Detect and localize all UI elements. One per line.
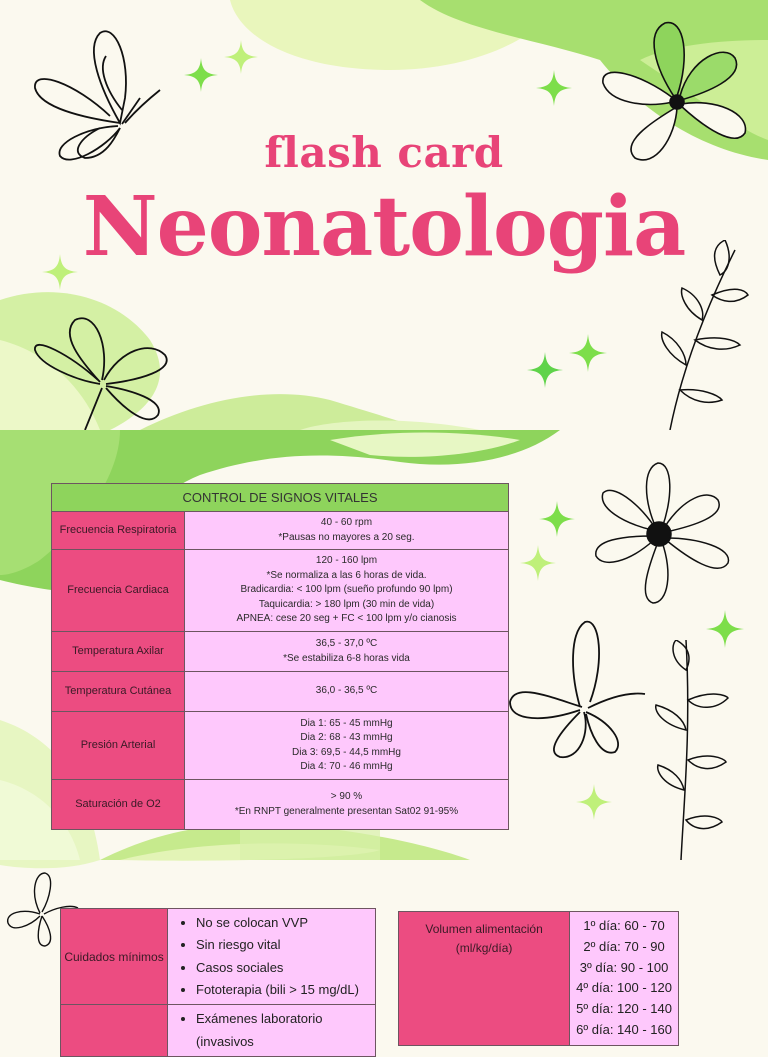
bullet-list <box>176 912 369 1001</box>
value-line: *Pausas no mayores a 20 seg. <box>278 531 415 543</box>
row-value <box>168 909 376 1005</box>
value-line: APNEA: cese 20 seg + FC < 100 lpm y/o cianosis <box>236 613 457 625</box>
day-volume: 1º día: 60 - 70 <box>583 918 665 933</box>
value-line: 120 - 160 lpm <box>315 555 378 567</box>
bullet-list <box>176 1008 369 1053</box>
sparkle-icon <box>520 545 556 581</box>
value-line: *Se estabiliza 6-8 horas vida <box>283 652 410 664</box>
sparkle-icon <box>536 70 572 106</box>
butterfly-icon <box>500 612 650 762</box>
page-subtitle: flash card <box>264 128 504 177</box>
list-item: • Fototerapia (bili > 15 mg/dL) <box>196 979 369 1001</box>
sparkle-icon <box>527 352 563 388</box>
row-label <box>399 912 570 1046</box>
row-value <box>185 550 509 632</box>
list-item: • No se colocan VVP <box>196 912 369 934</box>
row-label <box>61 1005 168 1057</box>
row-value <box>185 672 509 712</box>
row-label: Cuidados mínimos <box>61 909 168 1005</box>
table-row <box>399 912 679 1046</box>
table-row <box>52 780 509 830</box>
table-row <box>52 512 509 550</box>
value-line: 40 - 60 rpm <box>320 517 373 528</box>
table-row <box>52 712 509 780</box>
value-line: Taquicardia: > 180 lpm (30 min de vida) <box>258 598 435 610</box>
table-heading: CONTROL DE SIGNOS VITALES <box>52 484 509 512</box>
sparkle-icon <box>224 40 258 74</box>
row-value <box>185 712 509 780</box>
sparkle-icon <box>706 610 744 648</box>
row-value <box>185 512 509 550</box>
value-line: *Se normaliza a las 6 horas de vida. <box>266 569 427 581</box>
day-volume: 4º día: 100 - 120 <box>576 980 672 996</box>
care-level-table <box>60 908 376 1057</box>
day-volume: 2º día: 70 - 90 <box>583 938 665 954</box>
sparkle-icon <box>184 58 218 92</box>
table-header-row <box>52 484 509 512</box>
flower-icon <box>588 458 738 608</box>
value-line: Dia 2: 68 - 43 mmHg <box>300 732 393 743</box>
table-row <box>52 550 509 632</box>
list-item: • Sin riesgo vital <box>196 934 369 956</box>
vital-signs-table <box>51 483 509 830</box>
leaf-branch-icon <box>636 640 736 860</box>
page-title: Neonatologia <box>82 179 686 275</box>
value-line: Dia 4: 70 - 46 mmHg <box>300 761 393 772</box>
sparkle-icon <box>569 334 607 372</box>
flower-icon <box>30 310 180 430</box>
sparkle-icon <box>576 784 612 820</box>
row-label: Frecuencia Respiratoria <box>52 512 185 550</box>
row-label: Frecuencia Cardiaca <box>52 550 185 632</box>
value-line: 36,5 - 37,0 ºC <box>315 638 378 649</box>
label-line: Volumen alimentación <box>425 922 543 936</box>
row-value <box>185 780 509 830</box>
row-value <box>185 632 509 672</box>
value-line: Bradicardia: < 100 lpm (sueño profundo 90 lpm) <box>240 584 453 596</box>
feeding-volume-table <box>398 911 679 1046</box>
table-row <box>61 909 376 1005</box>
row-value <box>570 912 679 1046</box>
value-line: Dia 3: 69,5 - 44,5 mmHg <box>292 746 401 758</box>
day-volume: 5º día: 120 - 140 <box>576 1001 672 1017</box>
table-row <box>52 632 509 672</box>
value-line: 36,0 - 36,5 ºC <box>315 685 378 697</box>
list-item: • Exámenes laboratorio (invasivos <box>196 1008 369 1053</box>
row-label: Temperatura Axilar <box>52 632 185 672</box>
day-volume: 3º día: 90 - 100 <box>579 959 669 975</box>
row-label: Presión Arterial <box>52 712 185 780</box>
value-line: *En RNPT generalmente presentan Sat02 91-95% <box>234 805 459 817</box>
list-item: • Casos sociales <box>196 957 369 979</box>
row-value <box>168 1005 376 1057</box>
day-volume: 6º día: 140 - 160 <box>576 1021 672 1037</box>
row-label: Saturación de O2 <box>52 780 185 830</box>
table-row <box>61 1005 376 1057</box>
row-label: Temperatura Cutánea <box>52 672 185 712</box>
value-line: > 90 % <box>330 791 363 802</box>
label-line: (ml/kg/día) <box>455 941 513 956</box>
value-line: Dia 1: 65 - 45 mmHg <box>300 717 393 729</box>
table-row <box>52 672 509 712</box>
sparkle-icon <box>539 501 575 537</box>
